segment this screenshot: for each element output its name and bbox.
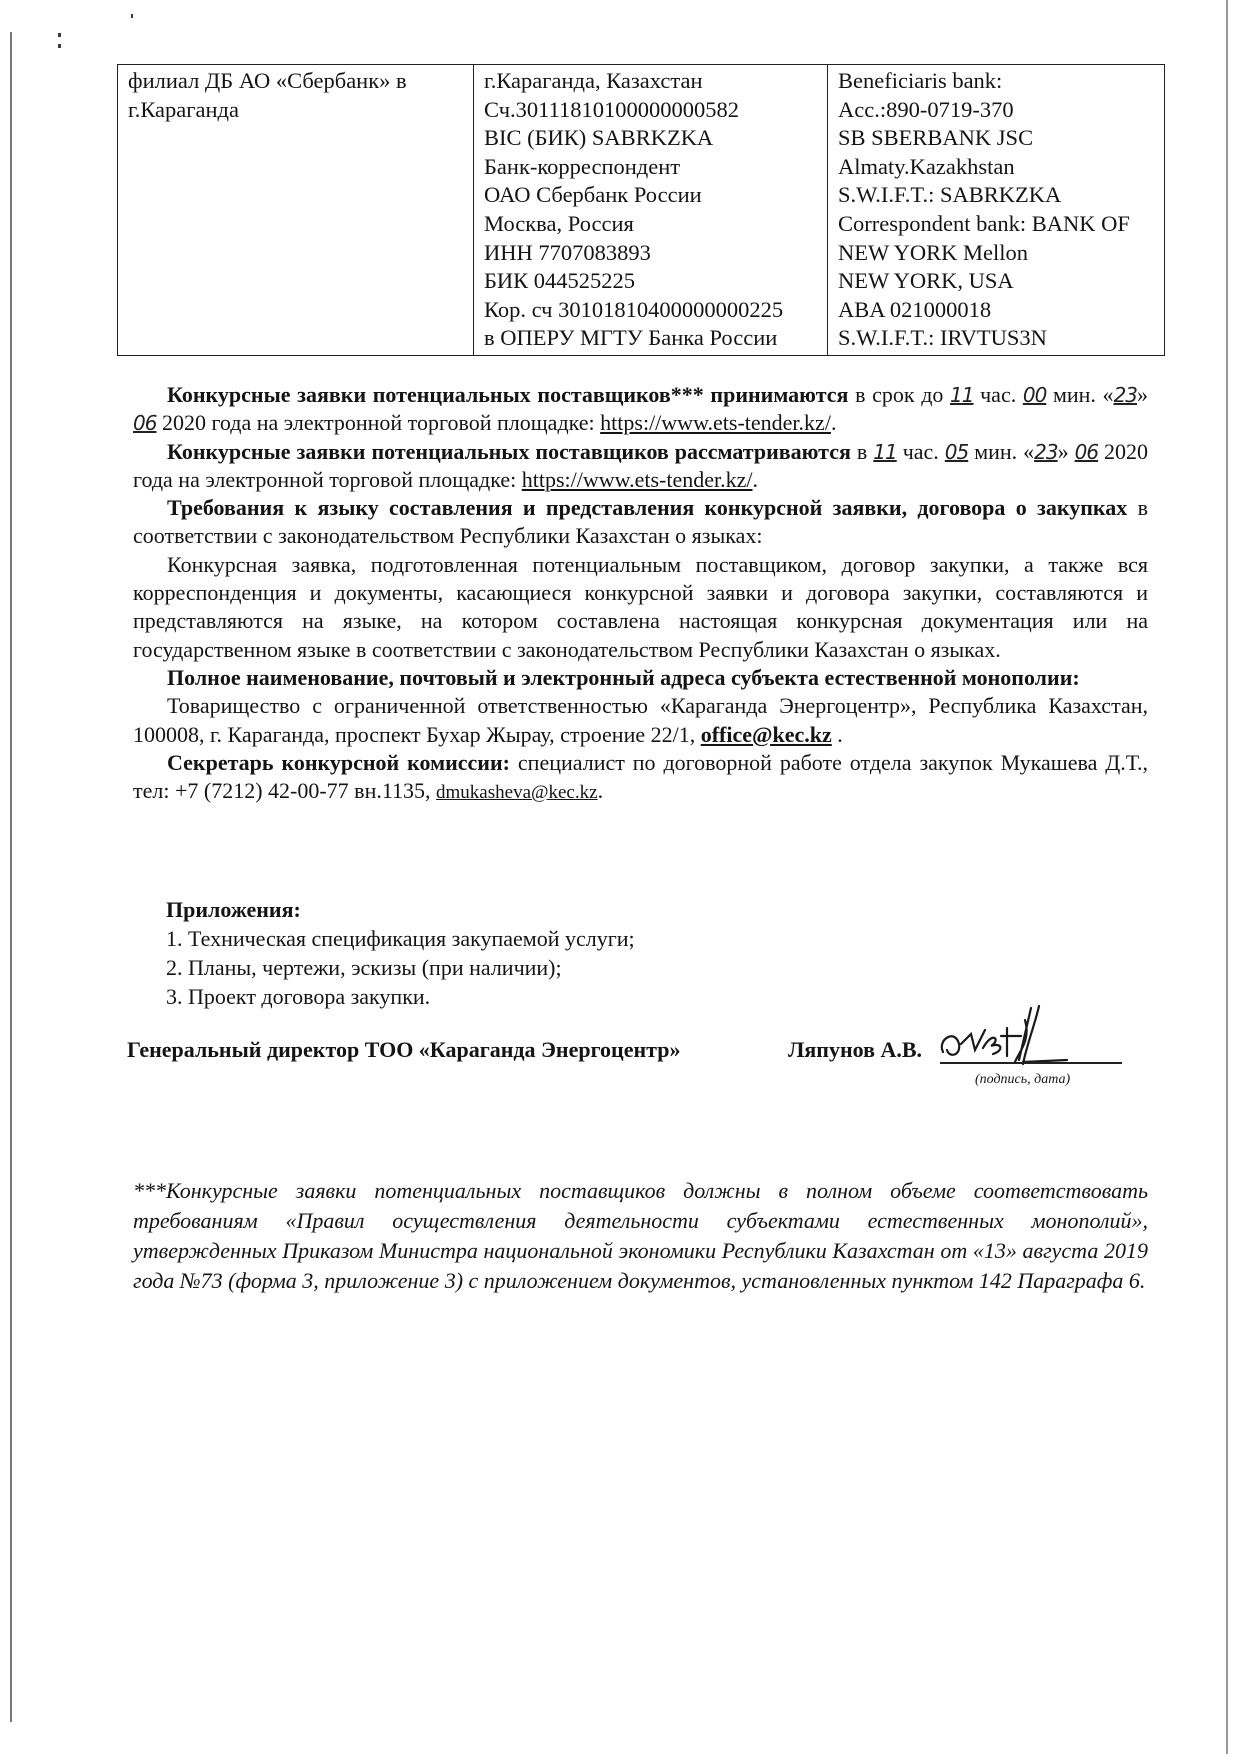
scan-artifact-dot — [58, 44, 61, 48]
bank-detail-line: Beneficiaris bank: — [838, 68, 1003, 93]
monopoly-heading: Полное наименование, почтовый и электронный адреса субъекта естественной монополии: — [167, 664, 1080, 690]
handwritten-day: 23 — [1034, 439, 1058, 464]
language-paragraph — [133, 494, 1148, 551]
bank-details-ru-cell — [474, 65, 828, 356]
handwritten-hour: 11 — [873, 439, 897, 464]
bank-detail-line: BIC (БИК) SABRKZKA — [484, 125, 714, 151]
text-run: 2020 года на электронной торговой площадке: — [133, 438, 1149, 492]
bank-detail-line: Кор. сч 30101810400000000225 — [484, 296, 784, 322]
bank-name-line: филиал ДБ АО «Сбербанк» в — [128, 68, 407, 93]
text-run: . — [597, 778, 604, 804]
bank-details-table — [117, 64, 1165, 356]
bank-detail-line: NEW YORK Mellon — [838, 239, 1028, 265]
bank-detail-line: БИК 044525225 — [484, 268, 636, 294]
language-body: Конкурсная заявка, подготовленная потенциальным поставщиком, договор закупки, а также вся корреспонденция и документы, касающиеся конкурсной заявки и договора закупки, составляются и представляются на языке, на котором составлена настоящая конкурсная документация или на государственном языке в соответствии с законодательством Республики Казахстан о языках. — [133, 551, 1148, 662]
bank-detail-line: Банк-корреспондент — [484, 153, 681, 179]
text-run: 2020 года на электронной торговой площадке: — [156, 410, 601, 436]
bank-detail-line: ABA 021000018 — [838, 296, 992, 322]
secretary-email-link[interactable]: dmukasheva@kec.kz — [436, 782, 598, 804]
text-run: специалист по договорной работе отдела закупок Мукашева Д.Т., тел: +7 (7212) 42-00-77 вн.1135, — [133, 749, 1149, 804]
bank-details-en-cell — [828, 65, 1165, 356]
handwritten-minute: 00 — [1022, 383, 1047, 407]
annex-list — [166, 895, 635, 1011]
handwritten-month: 06 — [133, 411, 157, 436]
review-heading: Конкурсные заявки потенциальных поставщиков рассматриваются — [167, 438, 851, 464]
signatory-position: Генеральный директор ТОО «Караганда Энергоцентр» — [127, 1037, 681, 1062]
language-heading: Требования к языку составления и представления конкурсной заявки, договора о закупках — [167, 495, 1128, 521]
bank-detail-line: S.W.I.F.T.: SABRKZKA — [838, 182, 1062, 208]
text-run: мин. « — [1046, 382, 1114, 407]
footnote-text: ***Конкурсные заявки потенциальных поставщиков должны в полном объеме соответствовать требованиям «Правил осуществления деятельности субъектами естественных монополий», утвержденных Приказом Министра национальной экономики Республики Казахстан от «13» августа 2019 года №73 (форма 3, приложение 3) с приложением документов, установленных пунктом 142 Параграфа 6. — [133, 1178, 1148, 1293]
bank-name-line: г.Караганда — [128, 96, 239, 122]
bank-detail-line: NEW YORK, USA — [838, 268, 1014, 294]
handwritten-hour: 11 — [950, 383, 974, 407]
bank-detail-line: в ОПЕРУ МГТУ Банка России — [484, 325, 778, 351]
signatory-name: Ляпунов А.В. — [788, 1037, 923, 1062]
main-text — [133, 381, 1148, 807]
scan-artifact-right — [1226, 0, 1228, 1754]
office-email-link[interactable]: office@kec.kz — [700, 721, 832, 747]
text-run: час. — [973, 382, 1017, 407]
monopoly-heading-paragraph — [133, 664, 1148, 692]
handwritten-day: 23 — [1113, 383, 1138, 407]
list-item: 1. Техническая спецификация закупаемой услуги; — [166, 926, 635, 951]
text-run: мин. « — [968, 438, 1035, 464]
monopoly-paragraph — [133, 692, 1148, 749]
acceptance-paragraph — [133, 381, 1148, 438]
list-item: 3. Проект договора закупки. — [166, 984, 431, 1009]
review-paragraph — [133, 438, 1148, 495]
bank-detail-line: г.Караганда, Казахстан — [484, 68, 703, 93]
bank-detail-line: SB SBERBANK JSC — [838, 125, 1034, 151]
bank-detail-line: Almaty.Kazakhstan — [838, 153, 1015, 179]
text-run: в соответствии с законодательством Республики Казахстан о языках: — [133, 495, 1148, 549]
bank-detail-line: ОАО Сбербанк России — [484, 182, 702, 208]
bank-detail-line: S.W.I.F.T.: IRVTUS3N — [838, 325, 1047, 351]
footnote — [133, 1176, 1148, 1296]
secretary-heading: Секретарь конкурсной комиссии: — [167, 749, 510, 775]
tender-url-link[interactable]: https://www.ets-tender.kz/ — [600, 410, 831, 436]
scan-artifact-left — [10, 32, 12, 1722]
secretary-paragraph — [133, 749, 1148, 808]
handwritten-minute: 05 — [944, 439, 969, 464]
table-row — [118, 65, 1165, 356]
scan-artifact-dot — [131, 14, 133, 18]
signature-caption: (подпись, дата) — [975, 1072, 1071, 1087]
handwritten-month: 06 — [1074, 439, 1099, 464]
acceptance-heading: Конкурсные заявки потенциальных поставщиков*** принимаются — [167, 382, 849, 407]
bank-detail-line: Acc.:890-0719-370 — [838, 96, 1014, 122]
text-run: час. — [896, 438, 945, 464]
bank-detail-line: ИНН 7707083893 — [484, 239, 651, 265]
bank-detail-line: Сч.30111810100000000582 — [484, 96, 739, 122]
text-run: Товарищество с ограниченной ответственностью «Караганда Энергоцентр», Республика Казахстан, 100008, г. Караганда, проспект Бухар Жырау, строение 22/1, — [133, 693, 1148, 747]
tender-url-link[interactable]: https://www.ets-tender.kz/ — [521, 466, 753, 492]
signature-line — [940, 1062, 1122, 1064]
text-run: . — [752, 466, 758, 492]
bank-detail-line: Correspondent bank: BANK OF — [838, 210, 1130, 236]
text-run: » — [1057, 438, 1075, 464]
text-run: . — [830, 410, 837, 436]
text-run: в — [850, 438, 874, 464]
list-item: 2. Планы, чертежи, эскизы (при наличии); — [166, 955, 562, 980]
handwritten-signature — [935, 1000, 1075, 1070]
annex-label: Приложения: — [166, 897, 301, 922]
bank-name-cell — [118, 65, 474, 356]
text-run: . — [831, 721, 843, 747]
text-run: в срок до — [848, 382, 951, 407]
text-run: » — [1137, 382, 1149, 407]
bank-detail-line: Москва, Россия — [484, 210, 634, 236]
scan-artifact-dot — [58, 33, 61, 37]
